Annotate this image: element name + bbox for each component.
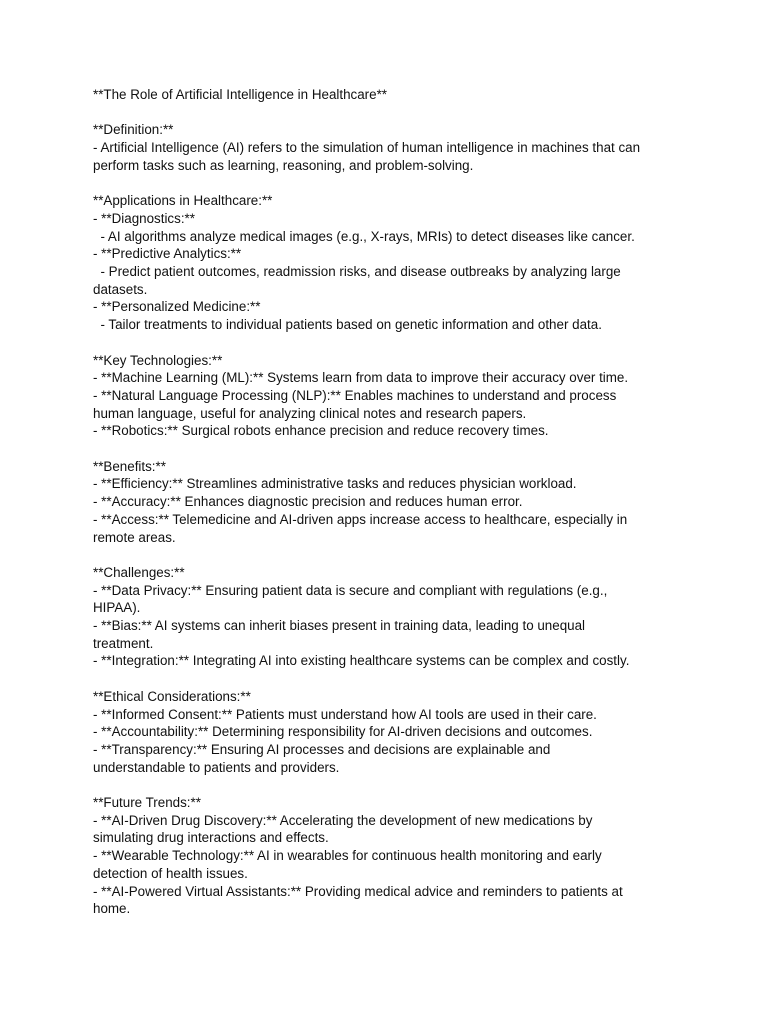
data-privacy-item: HIPAA). [93, 600, 141, 616]
predictive-analytics-label: - **Predictive Analytics:** [93, 246, 242, 262]
document-title: **The Role of Artificial Intelligence in Healthcare** [93, 87, 388, 102]
drug-discovery-item: simulating drug interactions and effects. [93, 830, 329, 846]
definition-section [93, 121, 693, 174]
transparency-item: - **Transparency:** Ensuring AI processes and decisions are explainable and [93, 741, 551, 757]
predictive-analytics-text: datasets. [93, 281, 148, 297]
challenges-heading: **Challenges:** [93, 564, 185, 580]
blank-line [93, 546, 693, 564]
drug-discovery-item: - **AI-Driven Drug Discovery:** Accelerating the development of new medications by [93, 812, 593, 828]
nlp-item: - **Natural Language Processing (NLP):** Enables machines to understand and process [93, 387, 617, 403]
blank-line [93, 104, 693, 122]
challenges-section [93, 564, 693, 670]
diagnostics-text: - AI algorithms analyze medical images (e.g., X-rays, MRIs) to detect diseases like cancer. [93, 228, 635, 244]
definition-heading: **Definition:** [93, 122, 174, 138]
applications-heading: **Applications in Healthcare:** [93, 193, 273, 209]
efficiency-item: - **Efficiency:** Streamlines administrative tasks and reduces physician workload. [93, 476, 577, 492]
applications-section [93, 192, 693, 334]
transparency-item: understandable to patients and providers. [93, 759, 340, 775]
personalized-medicine-text: - Tailor treatments to individual patients based on genetic information and other data. [93, 317, 602, 333]
bias-item: - **Bias:** AI systems can inherit biases present in training data, leading to unequal [93, 618, 586, 634]
benefits-section [93, 458, 693, 547]
bias-item: treatment. [93, 635, 154, 651]
access-item: remote areas. [93, 529, 176, 545]
definition-text-line: - Artificial Intelligence (AI) refers to the simulation of human intelligence in machines that can [93, 140, 641, 156]
technologies-section [93, 352, 693, 441]
definition-text-line: perform tasks such as learning, reasoning, and problem-solving. [93, 157, 474, 173]
blank-line [93, 670, 693, 688]
access-item: - **Access:** Telemedicine and AI-driven apps increase access to healthcare, especially in [93, 511, 628, 527]
blank-line [93, 334, 693, 352]
ethics-section [93, 688, 693, 777]
virtual-assistants-item: home. [93, 901, 131, 917]
accuracy-item: - **Accuracy:** Enhances diagnostic precision and reduces human error. [93, 494, 523, 510]
informed-consent-item: - **Informed Consent:** Patients must understand how AI tools are used in their care. [93, 706, 597, 722]
ethics-heading: **Ethical Considerations:** [93, 688, 251, 704]
data-privacy-item: - **Data Privacy:** Ensuring patient data is secure and compliant with regulations (e.g., [93, 582, 608, 598]
predictive-analytics-text: - Predict patient outcomes, readmission risks, and disease outbreaks by analyzing large [93, 264, 621, 279]
robotics-item: - **Robotics:** Surgical robots enhance precision and reduce recovery times. [93, 423, 549, 439]
blank-line [93, 440, 693, 458]
document-body [93, 86, 693, 918]
wearable-technology-item: - **Wearable Technology:** AI in wearables for continuous health monitoring and early [93, 848, 602, 864]
wearable-technology-item: detection of health issues. [93, 865, 248, 881]
machine-learning-item: - **Machine Learning (ML):** Systems learn from data to improve their accuracy over time. [93, 370, 629, 386]
technologies-heading: **Key Technologies:** [93, 352, 223, 368]
integration-item: - **Integration:** Integrating AI into existing healthcare systems can be complex and costly. [93, 653, 630, 669]
future-trends-section [93, 794, 693, 918]
diagnostics-label: - **Diagnostics:** [93, 210, 195, 226]
future-trends-heading: **Future Trends:** [93, 795, 201, 811]
accountability-item: - **Accountability:** Determining responsibility for AI-driven decisions and outcomes. [93, 724, 593, 740]
blank-line [93, 175, 693, 193]
benefits-heading: **Benefits:** [93, 458, 166, 474]
nlp-item: human language, useful for analyzing clinical notes and research papers. [93, 405, 527, 421]
virtual-assistants-item: - **AI-Powered Virtual Assistants:** Providing medical advice and reminders to patients at [93, 883, 623, 899]
personalized-medicine-label: - **Personalized Medicine:** [93, 299, 261, 315]
blank-line [93, 776, 693, 794]
